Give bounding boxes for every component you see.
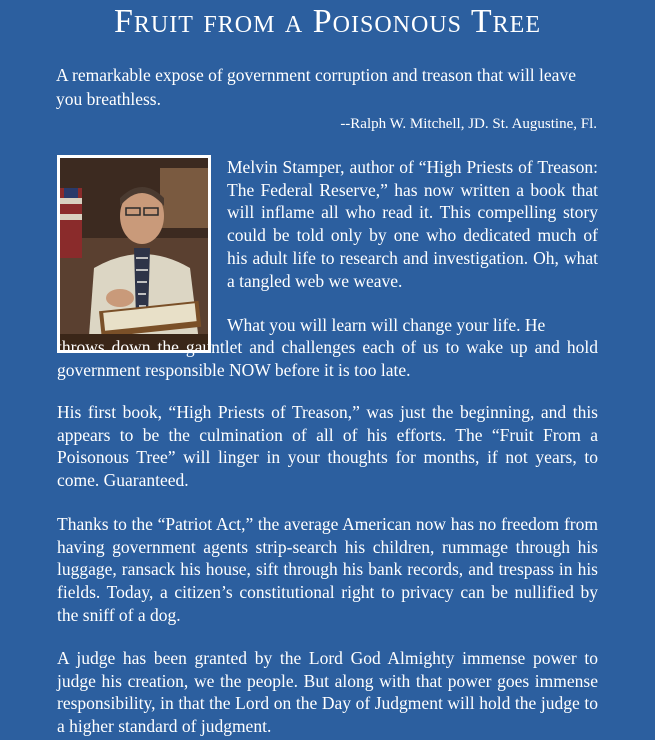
author-portrait-photo [60, 158, 208, 350]
endorsement-quote: A remarkable expose of government corruption and treason that will leave you breathless. [56, 65, 576, 109]
paragraph-judge: A judge has been granted by the Lord God Almighty immense power to judge his creation, we the people. But along with that power goes immense responsibility, in that the Lord on the Day of Judgment will hold the judge to a higher standard of judgment. [57, 648, 598, 737]
paragraph-change-life: throws down the gauntlet and challenges each of us to wake up and hold government responsible NOW before it is too late. [57, 337, 598, 380]
paragraph-author-intro: Melvin Stamper, author of “High Priests of Treason: The Federal Reserve,” has now written a book that will inflame all who read it. This compelling story could be told only by one who dedicated much of his adult life to research and investigation. Oh, what a tangled web we weave. [227, 157, 598, 291]
paragraph-patriot-act: Thanks to the “Patriot Act,” the average American now has no freedom from having government agents strip-search his children, rummage through his luggage, ransack his house, sift through his bank records, and trespass in his fields. Today, a citizen’s constitutional right to privacy can be nullified by the sniff of a dog. [57, 514, 598, 625]
author-photo [57, 155, 211, 353]
paragraph-change-life-first-line: What you will learn will change your life. He [227, 315, 546, 335]
paragraph-first-book: His first book, “High Priests of Treason,” was just the beginning, and this appears to be the culmination of all of his efforts. The “Fruit From a Poisonous Tree” will linger in your thoughts for months, if not years, to come. Guaranteed. [57, 402, 598, 491]
book-title: Fruit from a Poisonous Tree [114, 3, 541, 40]
endorsement-attribution: --Ralph W. Mitchell, JD. St. Augustine, Fl. [340, 116, 597, 132]
